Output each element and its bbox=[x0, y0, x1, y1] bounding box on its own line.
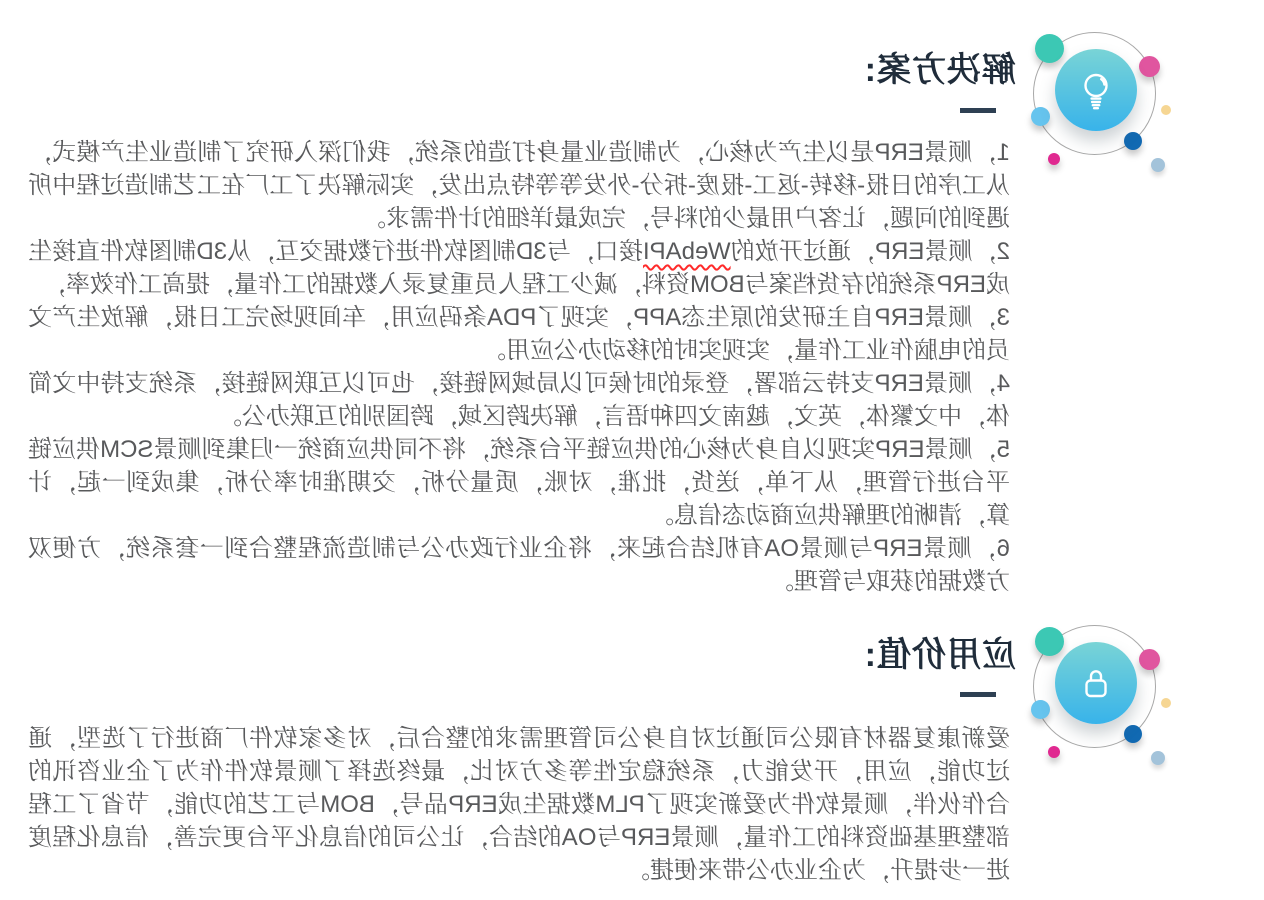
spellcheck-underlined-word: WebAPI bbox=[642, 238, 731, 265]
lock-icon bbox=[1074, 661, 1118, 705]
decorative-dot-teal bbox=[1035, 34, 1064, 63]
decorative-dot-cream bbox=[1161, 698, 1171, 708]
value-paragraph-1: 爱新康复器材有限公司通过对自身公司管理需求的整合后，对多家软件厂商进行了选型，通过功能，应用，开发能力，系统稳定性等多方对比，最终选择了顺景软件作为了企业咨讯的合作伙伴，顺景软件为爱新实现了PLM数据生成ERP品号，BOM与工艺的功能，节省了工程部整理基础资料的工作量，顺景ERP与OA的结合，让公司的信息化平台更完善，信息化程度进一步提升，为企业办公带来便捷。 bbox=[28, 725, 1010, 884]
decorative-dot-pink bbox=[1139, 649, 1160, 670]
decorative-dot-light-blue bbox=[1031, 107, 1050, 126]
decorative-dot-magenta bbox=[1048, 153, 1060, 165]
decorative-dot-dark-blue bbox=[1124, 725, 1142, 743]
paragraph-2-post: 接口，与3D制图软件进行数据交互，从3D制图软件直接生成ERP系统的存货档案与BOM资料，减少工程人员重复录入数据的工作量，提高工作效率， bbox=[28, 238, 1010, 298]
value-text-block bbox=[28, 722, 1010, 887]
solution-badge-circle bbox=[1055, 49, 1137, 131]
solution-paragraph-2 bbox=[28, 235, 1010, 301]
decorative-dot-steel-blue bbox=[1151, 751, 1165, 765]
decorative-dot-teal bbox=[1035, 627, 1064, 656]
decorative-dot-dark-blue bbox=[1124, 132, 1142, 150]
solution-paragraph-4: 4，顺景ERP支持云部署，登录的时候可以局域网链接，也可以互联网链接，系统支持中文简体，中文繁体，英文，越南文四种语言，解决跨区域，跨国别的互联办公。 bbox=[28, 370, 1010, 430]
solution-paragraph-5: 5，顺景ERP实现以自身为核心的供应链平台系统，将不同供应商统一归集到顺景SCM供应链平台进行管理，从下单，送货，批准，对账，质量分析，交期准时率分析，集成到一起，计算，清晰的理解供应商动态信息。 bbox=[28, 436, 1010, 529]
decorative-dot-light-blue bbox=[1031, 700, 1050, 719]
decorative-dot-steel-blue bbox=[1151, 158, 1165, 172]
section-title-value: 应用价值: bbox=[863, 636, 1016, 674]
title-underline-dash bbox=[960, 692, 996, 697]
decorative-dot-magenta bbox=[1048, 746, 1060, 758]
solution-text-block bbox=[28, 136, 1010, 598]
decorative-dot-cream bbox=[1161, 105, 1171, 115]
lightbulb-icon bbox=[1074, 68, 1118, 112]
solution-paragraph-1: 1，顺景ERP是以生产为核心，为制造业量身打造的系统，我们深入研究了制造业生产模式，从工序的日报-移转-返工-报废-拆分-外发等等特点出发，实际解决了工厂在工艺制造过程中所遇到的问题，让客户用最少的料号，完成最详细的计件需求。 bbox=[28, 139, 1010, 232]
solution-paragraph-6: 6，顺景ERP与顺景OA有机结合起来，将企业行政办公与制造流程整合到一套系统，方便双方数据的获取与管理。 bbox=[28, 535, 1010, 595]
section-title-solution: 解决方案: bbox=[863, 51, 1016, 89]
title-underline-dash bbox=[960, 108, 996, 113]
paragraph-2-pre: 2，顺景ERP，通过开放的 bbox=[730, 238, 1010, 265]
value-icon-badge bbox=[1021, 621, 1171, 771]
solution-icon-badge bbox=[1021, 28, 1171, 178]
decorative-dot-pink bbox=[1139, 56, 1160, 77]
solution-paragraph-3: 3，顺景ERP自主研发的原生态APP，实现了PDA条码应用，车间现场完工日报，解放生产文员的电脑作业工作量，实现实时的移动办公应用。 bbox=[28, 304, 1010, 364]
value-badge-circle bbox=[1055, 642, 1137, 724]
